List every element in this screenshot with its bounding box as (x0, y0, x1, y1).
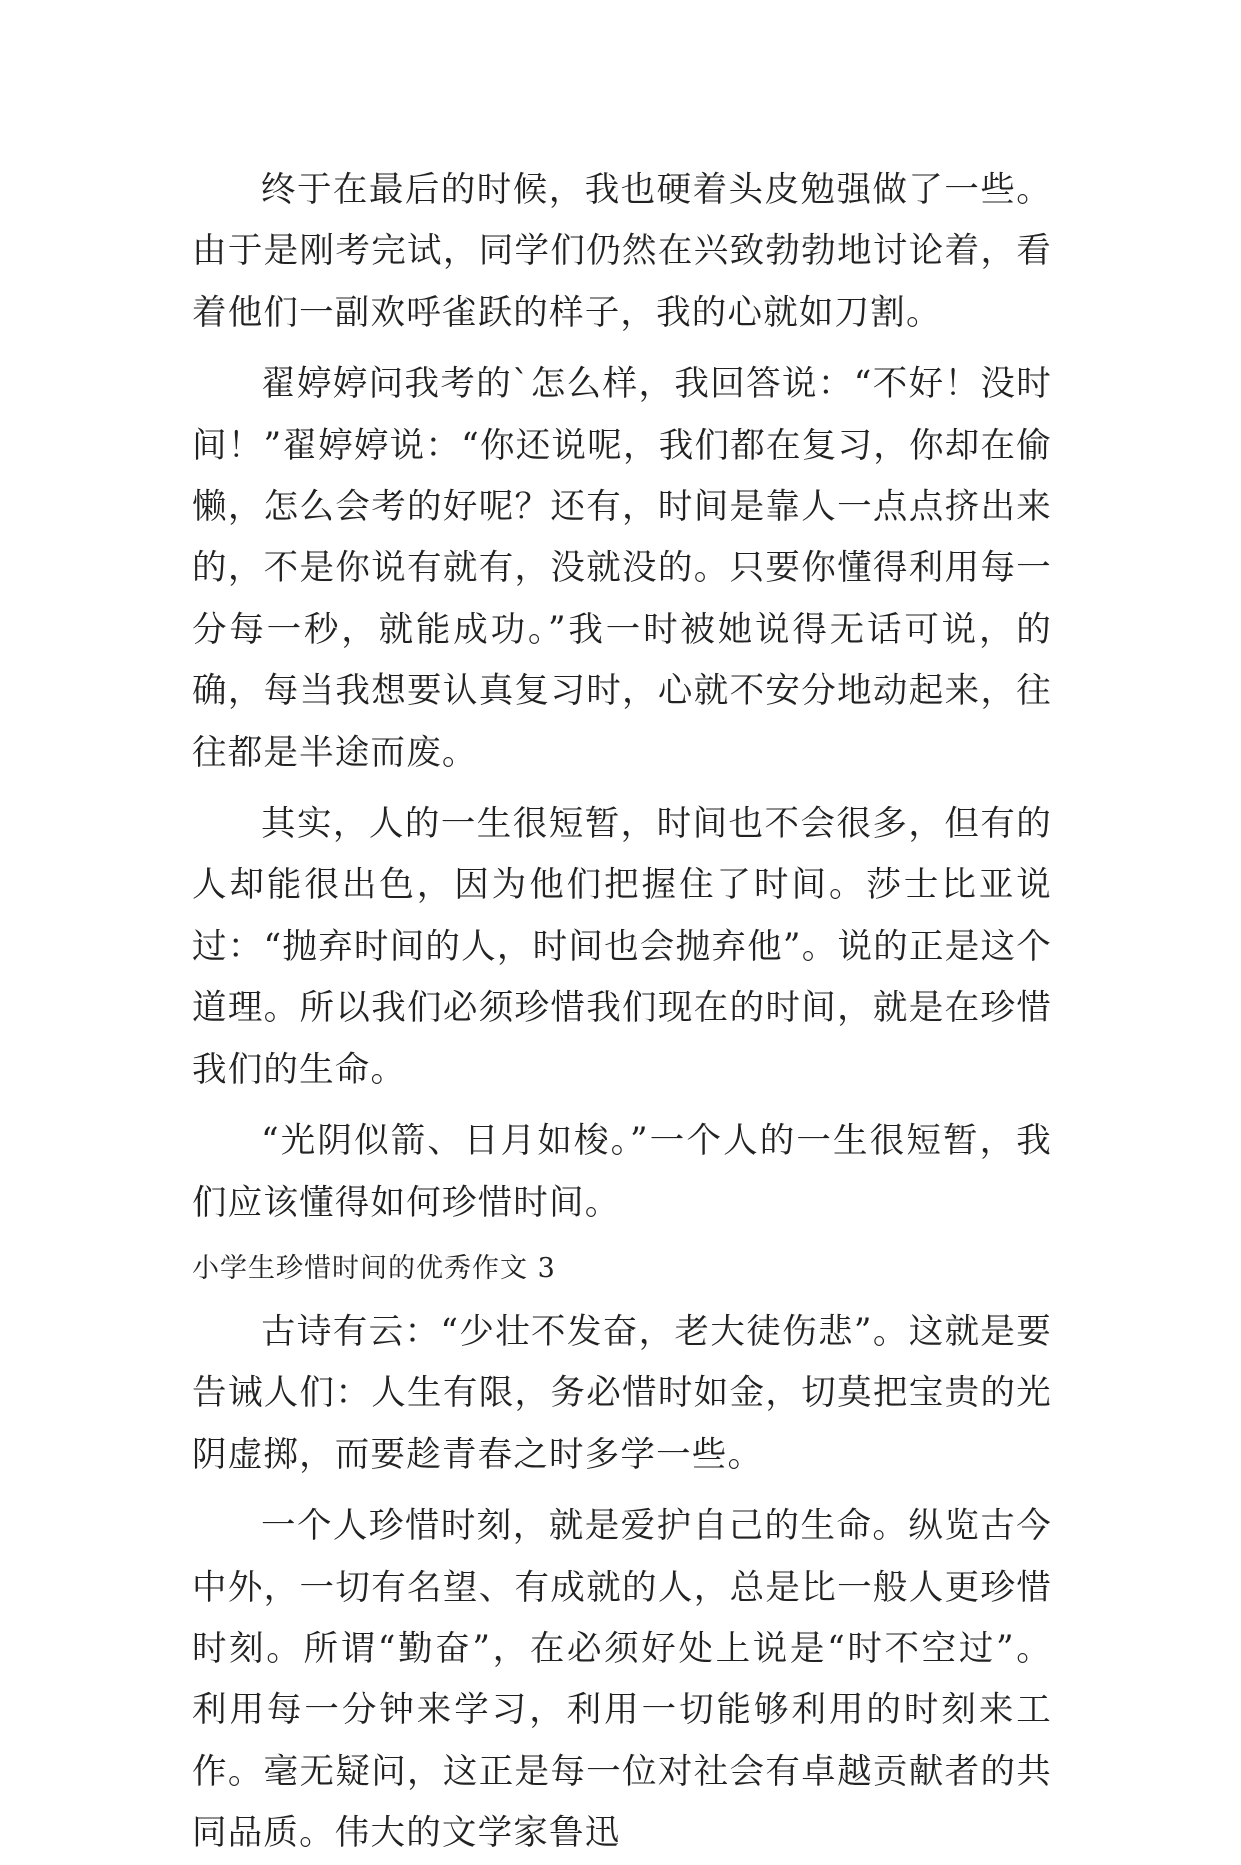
paragraph: 翟婷婷问我考的`怎么样，我回答说：“不好！没时间！”翟婷婷说：“你还说呢，我们都在复习，你却在偷懒，怎么会考的好呢？还有，时间是靠人一点点挤出来的，不是你说有就有，没就没的。只要你懂得利用每一分每一秒，就能成功。”我一时被她说得无话可说，的确，每当我想要认真复习时，心就不安分地动起来，往往都是半途而废。 (192, 364, 1052, 773)
paragraph: “光阴似箭、日月如梭。”一个人的一生很短暂，我们应该懂得如何珍惜时间。 (192, 1121, 1052, 1223)
paragraph: 一个人珍惜时刻，就是爱护自己的生命。纵览古今中外，一切有名望、有成就的人，总是比一般人更珍惜时刻。所谓“勤奋”，在必须好处上说是“时不空过”。利用每一分钟来学习，利用一切能够利用的时刻来工作。毫无疑问，这正是每一位对社会有卓越贡献者的共同品质。伟大的文学家鲁迅 (192, 1506, 1052, 1854)
paragraph: 古诗有云：“少壮不发奋，老大徒伤悲”。这就是要告诫人们：人生有限，务必惜时如金，切莫把宝贵的光阴虚掷，而要趁青春之时多学一些。 (192, 1311, 1052, 1475)
paragraph: 其实，人的一生很短暂，时间也不会很多，但有的人却能很出色，因为他们把握住了时间。莎士比亚说过：“抛弃时间的人，时间也会抛弃他”。说的正是这个道理。所以我们必须珍惜我们现在的时间，就是在珍惜我们的生命。 (192, 804, 1052, 1090)
section-title: 小学生珍惜时间的优秀作文 3 (192, 1252, 556, 1284)
paragraph: 终于在最后的时候，我也硬着头皮勉强做了一些。由于是刚考完试，同学们仍然在兴致勃勃地讨论着，看着他们一副欢呼雀跃的样子，我的心就如刀割。 (192, 170, 1052, 333)
document-body (192, 160, 1052, 1865)
